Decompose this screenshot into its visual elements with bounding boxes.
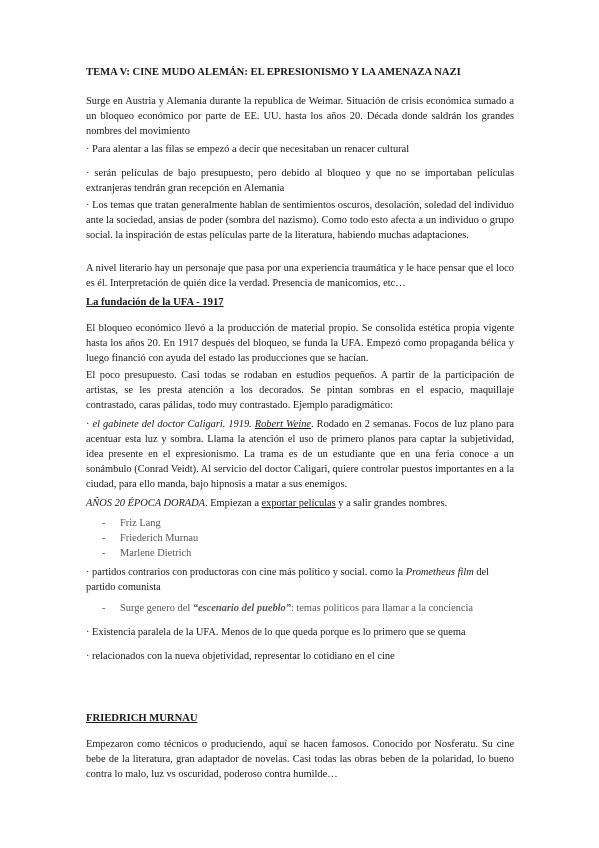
paragraph-bloqueo: El bloqueo económico llevó a la producción de material propio. Se consolida estética propia vigente hasta los años 20. En 1917 después del bloqueo, se funda la UFA. Empezó como propaganda bélica y luego financió con ayuda del estado las producciones que se hacían.: [86, 323, 514, 364]
paragraph-epoca-dorada: [86, 496, 447, 511]
exportar-peliculas: exportar películas: [261, 498, 336, 509]
caligari-description: . Rodado en 2 semanas. Focos de luz plano para acentuar esta luz y sombra. Llama la atención el uso de primero planos para captar la subjetividad, idea presente en el expresionismo. La trama es de un estudiante que en una feria conoce a un sonámbulo (Conrad Veidt). Al servicio del doctor Caligari, quiere controlar puestos importantes en a la ciudad, para ello manda, bajo hipnosis a matar a sus enemigos.: [86, 419, 515, 490]
director-name: Robert Weine: [254, 419, 312, 430]
paragraph-caligari: [86, 417, 514, 492]
page-title: TEMA V: CINE MUDO ALEMÁN: EL EPRESIONISMO Y LA AMENAZA NAZI: [86, 67, 461, 78]
escenario-end: : temas políticos para llamar a la conciencia: [290, 603, 473, 614]
epoca-dorada-text: . Empiezan a: [205, 498, 262, 509]
paragraph-murnau: Empezaron como técnicos o produciendo, aquí se hacen famosos. Conocido por Nosferatu. Su cine bebe de la literatura, gran adaptador de novelas. Casi todas las obras beben de la polaridad, lo bueno contra lo malo, luz vs oscuridad, poderoso contra humilde…: [86, 739, 514, 780]
escenario-del-pueblo: “escenario del pueblo”: [192, 603, 291, 614]
director-list: [102, 516, 198, 561]
paragraph-temas: · Los temas que tratan generalmente hablan de sentimientos oscuros, desolación, soledad del individuo ante la sociedad, ansias de poder (sombra del nazismo). Como todo esto afecta a un individuo o grupo social. la inspiración de estas películas parte de la literatura, habiendo muchas adaptaciones.: [86, 200, 514, 241]
epoca-dorada-label: AÑOS 20 ÉPOCA DORADA: [86, 498, 205, 509]
sub-list: [102, 601, 473, 616]
paragraph-literario: A nivel literario hay un personaje que pasa por una experiencia traumática y le hace pensar que el loco es él. Interpretación de quién dice la verdad. Presencia de manicomios, etc…: [86, 263, 514, 289]
section-heading-murnau: FRIEDRICH MURNAU: [86, 713, 198, 724]
list-item: - Friederich Murnau: [102, 531, 198, 546]
partidos-text: · partidos contrarios con productoras con cine más político y social. como la: [86, 567, 406, 578]
list-item: [102, 601, 473, 616]
list-item: - Friz Lang: [102, 516, 198, 531]
bullet-dot: ·: [86, 419, 93, 430]
section-heading-ufa: La fundación de la UFA - 1917: [86, 297, 224, 308]
paragraph-objetividad: · relacionados con la nueva objetividad, representar lo cotidiano en el cine: [86, 651, 395, 662]
escenario-text: Surge genero del: [120, 603, 193, 614]
paragraph-presupuesto: · serán películas de bajo presupuesto, pero debido al bloqueo y que no se importaban películas extranjeras tendrán gran recepción en Alemania: [86, 168, 514, 194]
epoca-dorada-end: y a salir grandes nombres.: [335, 498, 448, 509]
list-item: - Marlene Dietrich: [102, 546, 198, 561]
film-title: el gabinete del doctor Caligari. 1919.: [92, 419, 255, 430]
paragraph-renacer: · Para alentar a las filas se empezó a decir que necesitaban un renacer cultural: [86, 144, 410, 155]
paragraph-poco-presupuesto: El poco presupuesto. Casi todas se rodaban en estudios pequeños. A partir de la participación de artistas, se les presta atención a los decorados. Se pintan sombras en el espacio, maquillaje contrastado, caras pálidas, todo muy contrastado. Ejemplo paradigmático:: [86, 370, 514, 411]
partidos-end: del partido comunista: [86, 567, 490, 593]
paragraph-existencia: · Existencia paralela de la UFA. Menos de lo que queda porque es lo primero que se quema: [86, 627, 466, 638]
prometheus-film: Prometheus film: [405, 567, 474, 578]
paragraph-partidos: [86, 565, 514, 595]
paragraph-intro: Surge en Austria y Alemania durante la republica de Weimar. Situación de crisis económica sumado a un bloqueo económico por parte de EE. UU. hasta los años 20. Década donde saldrán los grandes nombres del movimiento: [86, 96, 514, 137]
